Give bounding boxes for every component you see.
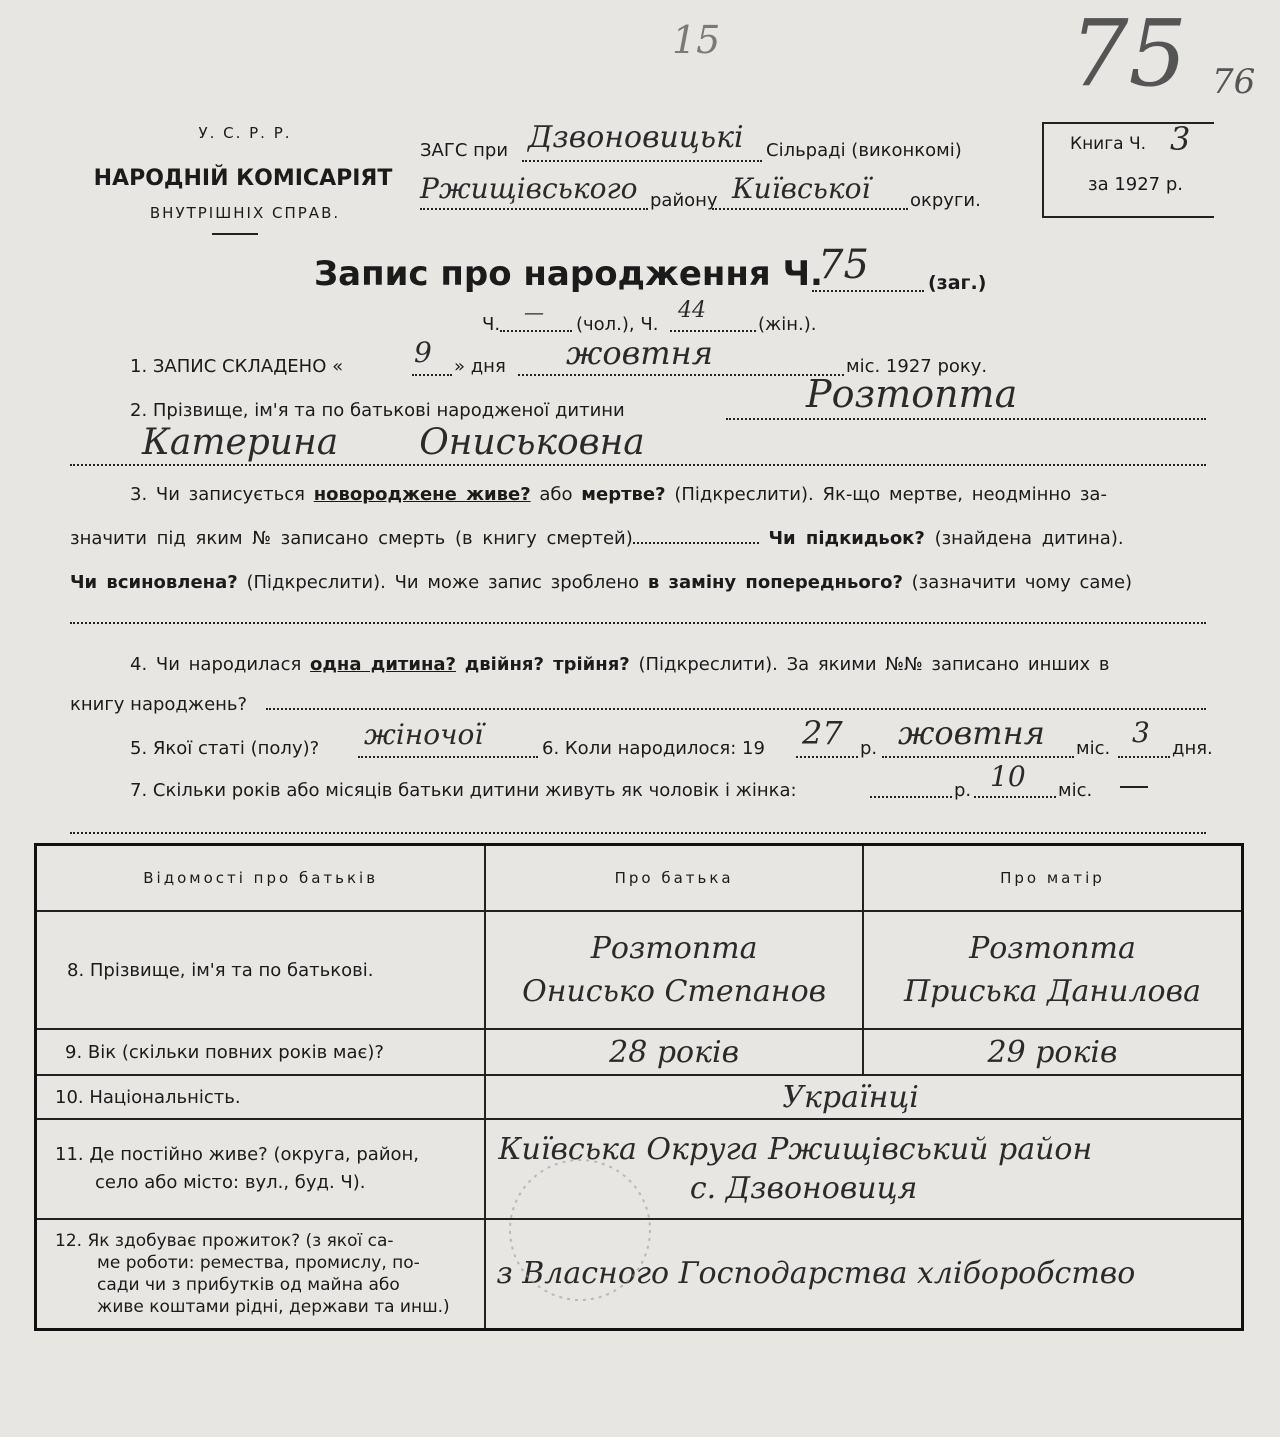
republic-label: У. С. Р. Р. [198,124,292,142]
replacement-note: (зазначити чому саме) [911,572,1133,593]
title-number-value: 75 [818,242,869,288]
okruha-field [712,172,908,210]
row11-label [36,1119,486,1219]
divider [212,233,258,235]
row-age [36,1029,1243,1075]
option-twins-triplets: двійня? трійня? [464,654,630,675]
item1-month-value: жовтня [566,334,713,372]
item4-instruction: (Підкреслити). За якими №№ записано инших в [638,654,1110,675]
item6-year-field [796,714,858,758]
item7-years-field [870,778,952,798]
male-count-value: — [524,300,544,324]
commissariat-label: НАРОДНІЙ КОМІСАРІЯТ [93,166,393,191]
residence-line2: с. Дзвоновиця [689,1171,918,1206]
item5-label: 5. Якої статі (полу)? [130,738,320,759]
item7-years-suffix: р. [954,780,972,801]
row8-label: 8. Прізвище, ім'я та по батькові. [36,911,486,1029]
item3-line2 [70,528,1124,549]
father-name: Онисько Степанов [522,974,827,1009]
book-year: за 1927 р. [1088,174,1184,195]
row8-mother [863,911,1243,1029]
item3-line3 [70,572,1132,593]
item7-months-field [974,760,1056,798]
item6-month-value: жовтня [898,714,1045,752]
item1-day-value: 9 [414,336,432,369]
father-age: 28 років [485,1029,863,1075]
male-count-field [500,300,572,332]
archive-number-small: 76 [1212,62,1256,102]
mother-surname: Розтопта [969,931,1136,966]
header-mother: Про матір [863,845,1243,912]
item6-year-value: 27 [802,714,843,752]
mother-age: 29 років [863,1029,1243,1075]
stamp-circle [500,1150,660,1310]
item2-label: 2. Прізвище, ім'я та по батькові народженої дитини [130,400,625,421]
item5-sex-field [358,718,538,758]
item3-instruction: (Підкреслити). Як-що мертве, неодмінно за- [674,484,1107,505]
row10-label: 10. Національність. [36,1075,486,1119]
option-replacement: в заміну попереднього? [647,572,903,593]
item1-day-field [412,336,452,376]
page-title: Запис про народження Ч. [314,254,823,294]
item6-month-field [882,714,1074,758]
village-council-value: Дзвоновицькі [528,120,744,155]
item1-day-suffix: » дня [454,356,506,377]
district-value: Ржищівського [420,172,638,205]
item3-or: або [539,484,573,505]
item4-line1 [130,654,1110,675]
item3-death-ref: значити під яким № записано смерть (в книгу смертей) [70,528,633,549]
item6-day-field [1118,716,1170,758]
item7-blank-line [70,818,1206,834]
book-label: Книга Ч. [1070,134,1147,154]
item7-months-value: 10 [990,760,1026,793]
header-father: Про батька [485,845,863,912]
archive-number: 75 [1070,0,1188,107]
okruha-value: Київської [732,172,871,205]
row8-father [485,911,863,1029]
row12-label-line4: живе коштами рідні, держави та инш.) [97,1296,450,1317]
male-label: (чол.), Ч. [576,314,659,335]
row9-label: 9. Вік (скільки повних років має)? [36,1029,486,1075]
item2-name-value: Катерина [142,422,339,463]
item1-month-suffix: міс. 1927 року. [846,356,988,377]
row11-label-line1: 11. Де постійно живе? (округа, район, [55,1144,420,1165]
female-count-field [670,298,756,332]
okruha-label: округи. [910,190,981,211]
option-dead: мертве? [581,484,666,505]
item1-label: 1. ЗАПИС СКЛАДЕНО « [130,356,344,377]
title-number-field [812,242,924,292]
item4-question: 4. Чи народилася [130,654,302,675]
item3-question: 3. Чи записується [130,484,305,505]
item7-months-suffix: міс. [1058,780,1093,801]
item5-sex-value: жіночої [364,718,484,751]
nationality-value: Українці [485,1075,1242,1119]
female-count-value: 44 [678,298,706,323]
item2-patronymic-value: Ониськовна [419,422,645,463]
item2-surname-field [726,372,1206,420]
option-single: одна дитина? [310,654,457,675]
livelihood-value: з Власного Господарства хліборобство [485,1219,1242,1329]
female-label: (жін.). [758,314,817,335]
item4-line2: книгу народжень? [70,694,248,715]
book-box [1042,122,1214,218]
row12-label [36,1219,486,1329]
row12-label-line2: ме роботи: ремества, промислу, по- [97,1252,420,1273]
option-alive: новороджене живе? [313,484,531,505]
item6-year-suffix: р. [860,738,878,759]
council-label: Сільраді (виконкомі) [766,140,962,161]
row12-label-line1: 12. Як здобуває прожиток? (з якої са- [55,1230,394,1251]
item6-day-value: 3 [1132,716,1150,749]
mother-name: Приська Данилова [903,974,1201,1009]
item3-line1 [130,484,1107,505]
death-ref-field [633,542,759,544]
pencil-mark: 15 [672,18,721,62]
item6-month-suffix: міс. [1076,738,1111,759]
item1-month-field [518,334,844,376]
residence-line1: Київська Округа Ржищівський район [498,1132,1093,1167]
subnumber-prefix: Ч. [482,314,501,335]
item2-surname-value: Розтопта [806,372,1018,416]
father-surname: Розтопта [590,931,758,966]
row-nationality [36,1075,1243,1119]
department-label: ВНУТРІШНІХ СПРАВ. [149,204,341,222]
item2-name-field [70,422,1206,466]
item7-dash-mark [1120,786,1148,788]
book-number: 3 [1170,120,1191,158]
item6-label: 6. Коли народилося: 19 [542,738,765,759]
table-header-row [36,845,1243,912]
district-label: району [650,190,718,211]
village-council-field [522,120,762,162]
row12-label-line3: сади чи з прибутків од майна або [97,1274,400,1295]
item7-label: 7. Скільки років або місяців батьки дитини живуть як чоловік і жінка: [130,780,797,801]
row-names [36,911,1243,1029]
title-suffix: (заг.) [928,272,987,294]
item4-blank-field [266,692,1206,710]
zags-prefix: ЗАГС при [420,140,509,161]
foundling-note: (знайдена дитина). [934,528,1124,549]
district-field [420,172,648,210]
item3-replacement-question: (Підкреслити). Чи може запис зроблено [246,572,640,593]
item3-blank-line [70,608,1206,624]
option-adopted: Чи всиновлена? [70,572,238,593]
header-info: Відомості про батьків [36,845,486,912]
option-foundling: Чи підкидьок? [768,528,925,549]
row11-label-line2: село або місто: вул., буд. Ч). [95,1172,366,1193]
item6-day-suffix: дня. [1172,738,1213,759]
